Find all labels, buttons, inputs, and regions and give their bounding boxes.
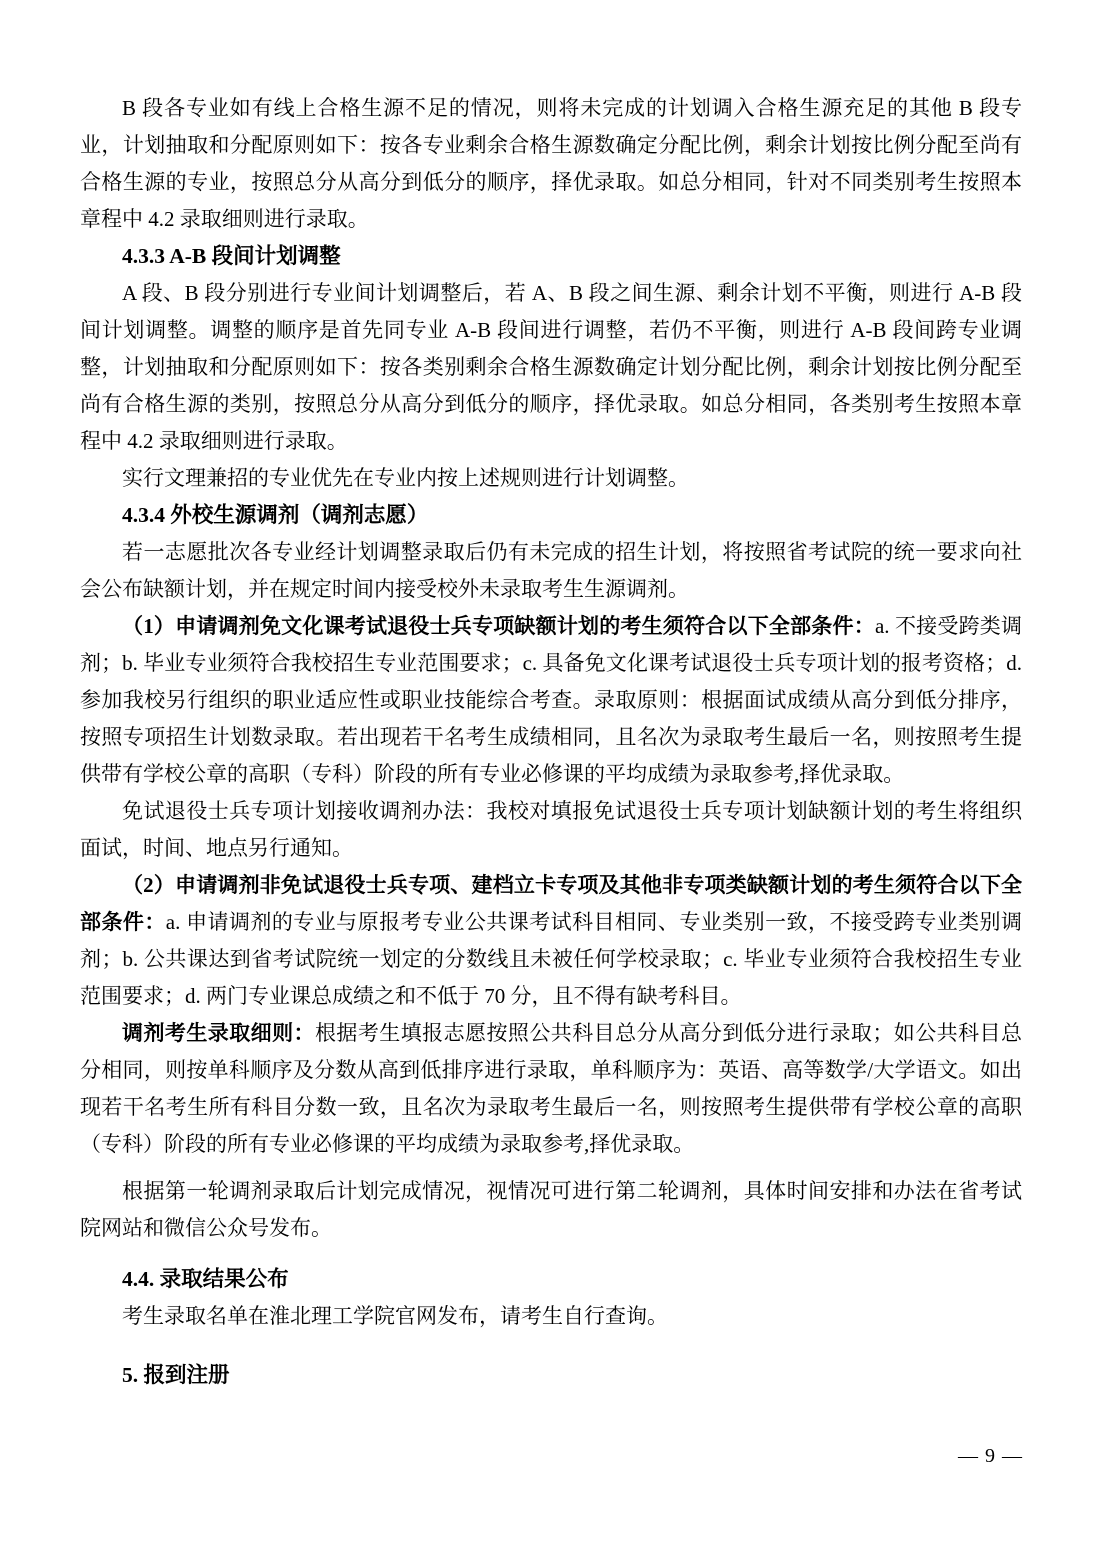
heading-4-3-4-external-transfer: 4.3.4 外校生源调剂（调剂志愿） [122,503,429,527]
document-body [80,90,1022,1394]
paragraph-transfer-intro: 若一志愿批次各专业经计划调整录取后仍有未完成的招生计划，将按照省考试院的统一要求向社会公布缺额计划，并在规定时间内接受校外未录取考生生源调剂。 [80,540,1022,601]
paragraph-interview-method: 免试退役士兵专项计划接收调剂办法：我校对填报免试退役士兵专项计划缺额计划的考生将组织面试，时间、地点另行通知。 [80,799,1022,860]
paragraph-condition-1-bold-lead: （1）申请调剂免文化课考试退役士兵专项缺额计划的考生须符合以下全部条件： [122,614,875,638]
paragraph-condition-1 [80,608,1022,793]
page-number: — 9 — [958,1445,1023,1467]
paragraph-b-section-plan-adjustment: B 段各专业如有线上合格生源不足的情况，则将未完成的计划调入合格生源充足的其他 B 段专业，计划抽取和分配原则如下：按各专业剩余合格生源数确定分配比例，剩余计划按比例分配至尚有合格生源的专业，按照总分从高分到低分的顺序，择优录取。如总分相同，针对不同类别考生按照本章程中 4.2 录取细则进行录取。 [80,96,1022,231]
paragraph-transfer-admission-rules-bold-lead: 调剂考生录取细则： [122,1021,315,1045]
paragraph-transfer-admission-rules [80,1015,1022,1163]
heading-4-3-3-ab-plan-adjustment: 4.3.3 A-B 段间计划调整 [122,244,341,268]
paragraph-second-round-transfer: 根据第一轮调剂录取后计划完成情况，视情况可进行第二轮调剂，具体时间安排和办法在省考试院网站和微信公众号发布。 [80,1179,1022,1240]
heading-4-4-admission-results: 4.4. 录取结果公布 [122,1267,289,1291]
paragraph-condition-1-text: a. 不接受跨类调剂；b. 毕业专业须符合我校招生专业范围要求；c. 具备免文化课考试退役士兵专项计划的报考资格；d. 参加我校另行组织的职业适应性或职业技能综合考查。录取原则：根据面试成绩从高分到低分排序，按照专项招生计划数录取。若出现若干名考生成绩相同，且名次为录取考生最后一名，则按照考生提供带有学校公章的高职（专科）阶段的所有专业必修课的平均成绩为录取参考,择优录取。 [80,614,1022,786]
paragraph-condition-2 [80,867,1022,1015]
paragraph-wenli-combined: 实行文理兼招的专业优先在专业内按上述规则进行计划调整。 [122,466,689,490]
paragraph-results-query: 考生录取名单在淮北理工学院官网发布，请考生自行查询。 [122,1304,668,1328]
paragraph-ab-section-adjustment: A 段、B 段分别进行专业间计划调整后，若 A、B 段之间生源、剩余计划不平衡，则进行 A-B 段间计划调整。调整的顺序是首先同专业 A-B 段间进行调整，若仍不平衡，则进行 A-B 段间跨专业调整，计划抽取和分配原则如下：按各类别剩余合格生源数确定计划分配比例，剩余计划按比例分配至尚有合格生源的类别，按照总分从高分到低分的顺序，择优录取。如总分相同，各类别考生按照本章程中 4.2 录取细则进行录取。 [80,281,1022,453]
paragraph-condition-2-bold-lead: （2）申请调剂非免试退役士兵专项、建档立卡专项及其他非专项类缺额计划的考生须符合以下全部条件： [80,873,1022,934]
heading-5-registration: 5. 报到注册 [122,1363,230,1387]
paragraph-condition-2-text: a. 申请调剂的专业与原报考专业公共课考试科目相同、专业类别一致，不接受跨专业类别调剂；b. 公共课达到省考试院统一划定的分数线且未被任何学校录取；c. 毕业专业须符合我校招生专业范围要求；d. 两门专业课总成绩之和不低于 70 分，且不得有缺考科目。 [80,910,1023,1008]
paragraph-transfer-admission-rules-text: 根据考生填报志愿按照公共科目总分从高分到低分进行录取；如公共科目总分相同，则按单科顺序及分数从高到低排序进行录取，单科顺序为：英语、高等数学/大学语文。如出现若干名考生所有科目分数一致，且名次为录取考生最后一名，则按照考生提供带有学校公章的高职（专科）阶段的所有专业必修课的平均成绩为录取参考,择优录取。 [80,1021,1022,1156]
